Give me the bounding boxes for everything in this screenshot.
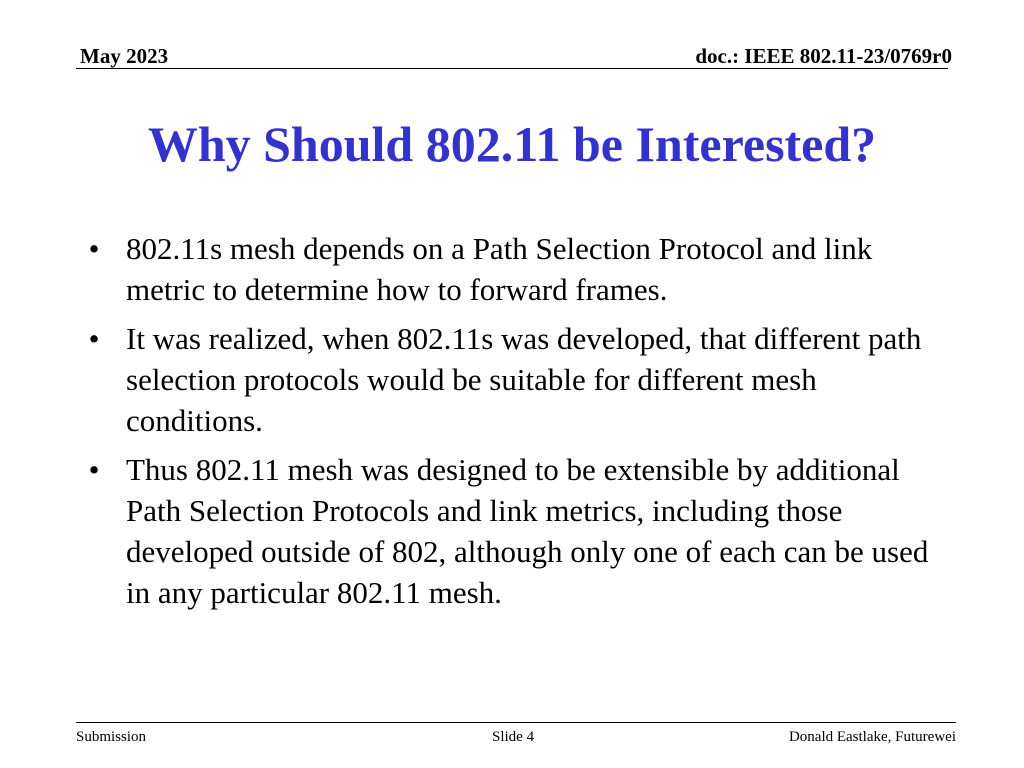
slide-number: Slide 4 — [492, 729, 535, 745]
bullet-item — [84, 228, 954, 310]
document-id: doc.: IEEE 802.11-23/0769r0 — [695, 44, 952, 68]
slide-title: Why Should 802.11 be Interested? — [147, 116, 877, 172]
header-date: May 2023 — [80, 44, 169, 68]
bullet-item — [84, 449, 954, 613]
bullet-icon: • — [88, 231, 100, 266]
bullet-list — [84, 228, 954, 621]
bullet-icon: • — [88, 321, 100, 356]
footer-submission: Submission — [76, 729, 147, 745]
footer-divider — [76, 722, 956, 723]
header-divider — [76, 68, 948, 69]
bullet-text: Thus 802.11 mesh was designed to be extensible by additional Path Selection Protocols and link metrics, including those developed outside of 802, although only one of each can be used in any particular 802.11 mesh. — [126, 452, 929, 610]
bullet-text: It was realized, when 802.11s was developed, that different path selection protocols would be suitable for different mesh conditions. — [126, 321, 922, 438]
bullet-icon: • — [88, 452, 100, 487]
bullet-item — [84, 318, 954, 441]
bullet-text: 802.11s mesh depends on a Path Selection Protocol and link metric to determine how to forward frames. — [126, 231, 873, 307]
footer-author: Donald Eastlake, Futurewei — [788, 729, 956, 745]
